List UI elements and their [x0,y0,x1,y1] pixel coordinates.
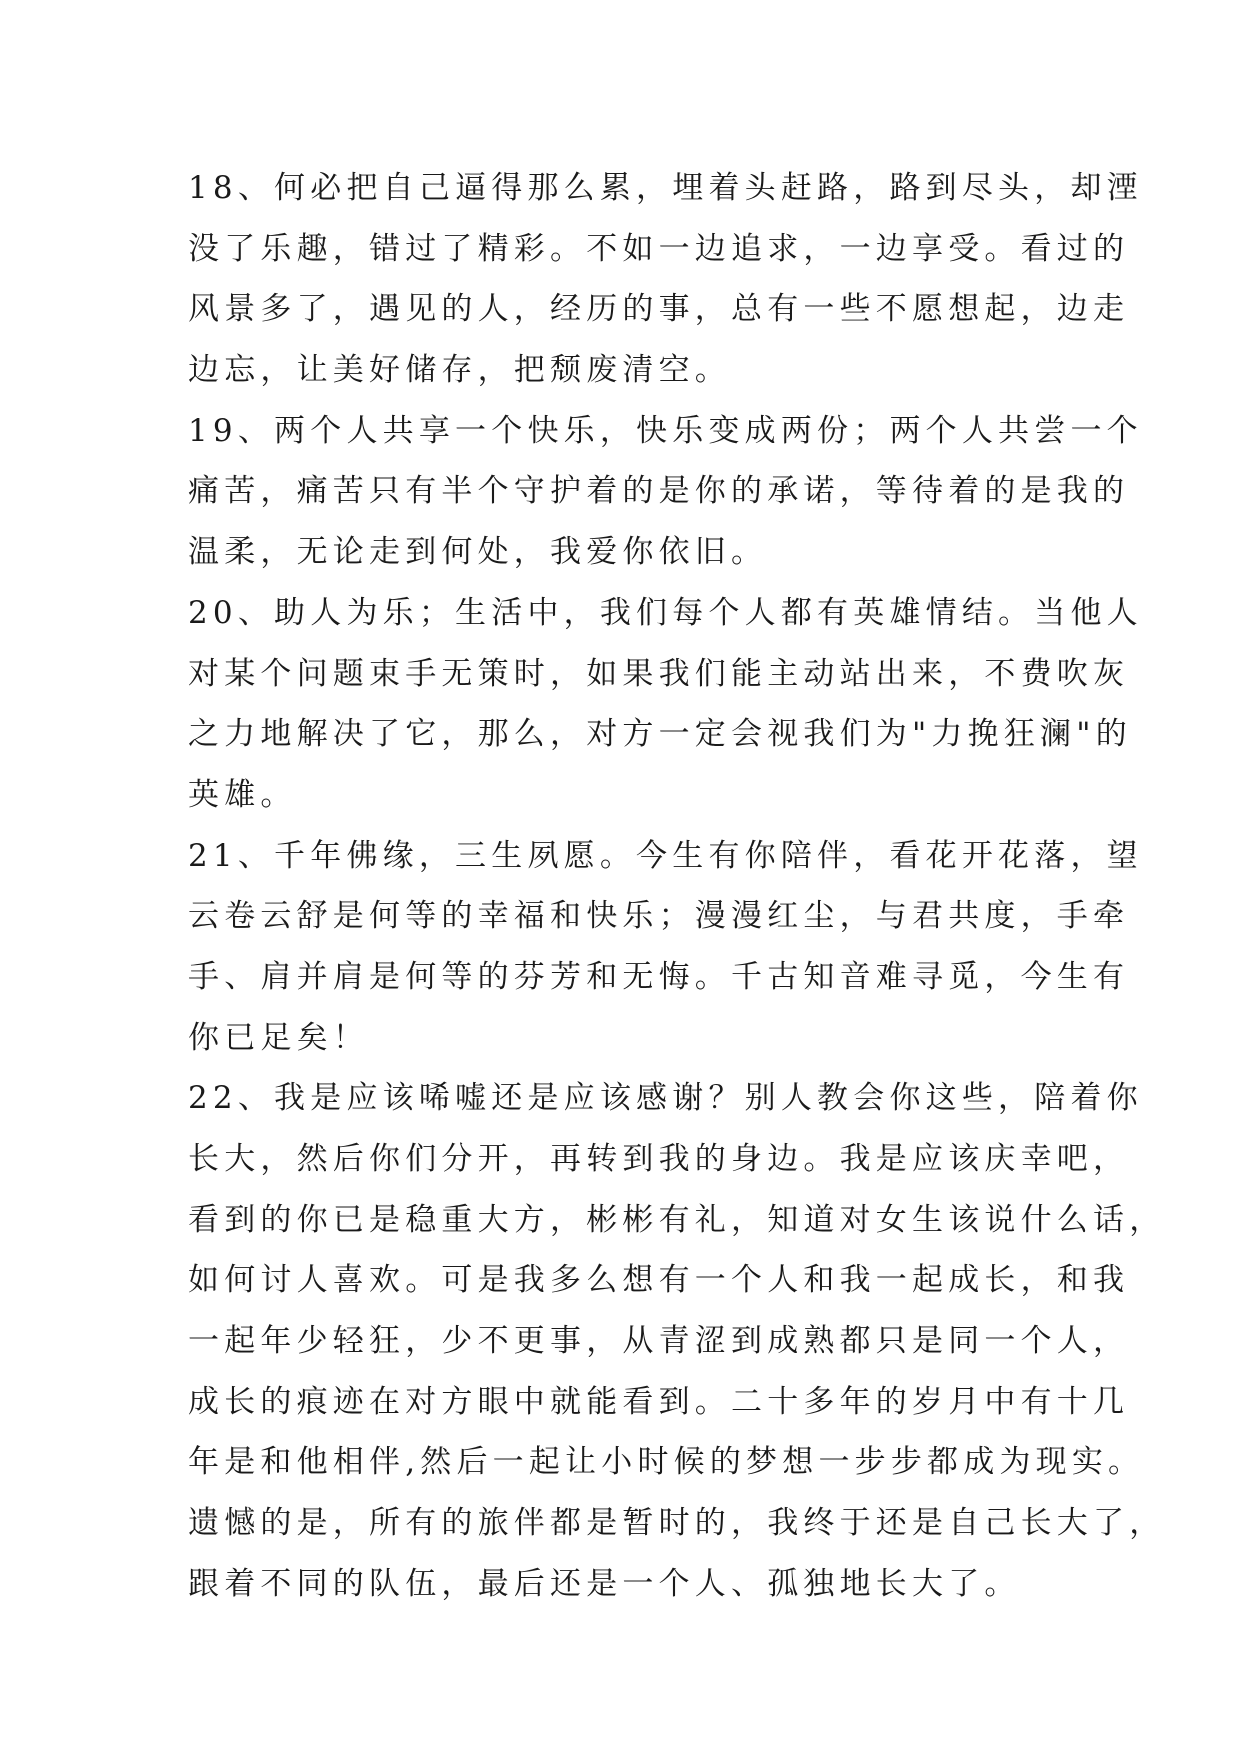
text-line: 看到的你已是稳重大方，彬彬有礼，知道对女生该说什么话， [188,1201,1166,1238]
text-line: 英雄。 [188,776,297,813]
text-line: 22、我是应该唏嘘还是应该感谢？别人教会你这些，陪着你 [188,1080,1143,1117]
text-line: 你已足矣！ [188,1019,369,1056]
text-line: 21、千年佛缘，三生夙愿。今生有你陪伴，看花开花落，望 [188,837,1143,874]
text-line: 遗憾的是，所有的旅伴都是暂时的，我终于还是自己长大了， [188,1505,1166,1542]
text-line: 云卷云舒是何等的幸福和快乐；漫漫红尘，与君共度，手牵 [188,898,1130,935]
text-line: 痛苦，痛苦只有半个守护着的是你的承诺，等待着的是我的 [188,473,1130,510]
text-line: 之力地解决了它，那么，对方一定会视我们为"力挽狂澜"的 [188,716,1132,753]
document-body [188,158,1166,1615]
text-line: 如何讨人喜欢。可是我多么想有一个人和我一起成长，和我 [188,1262,1130,1299]
text-line: 18、何必把自己逼得那么累，埋着头赶路，路到尽头，却湮 [188,170,1143,206]
text-line: 温柔，无论走到何处，我爱你依旧。 [188,534,768,571]
text-line: 跟着不同的队伍，最后还是一个人、孤独地长大了。 [188,1565,1021,1602]
text-line: 20、助人为乐；生活中，我们每个人都有英雄情结。当他人 [188,594,1143,631]
text-line: 长大，然后你们分开，再转到我的身边。我是应该庆幸吧， [188,1141,1130,1177]
text-line: 边忘，让美好储存，把颓废清空。 [188,352,731,389]
text-line: 成长的痕迹在对方眼中就能看到。二十多年的岁月中有十几 [188,1383,1130,1420]
text-line: 风景多了，遇见的人，经历的事，总有一些不愿想起，边走 [188,291,1130,328]
text-line: 没了乐趣，错过了精彩。不如一边追求，一边享受。看过的 [188,230,1130,267]
text-line: 年是和他相伴,然后一起让小时候的梦想一步步都成为现实。 [188,1444,1145,1481]
text-line: 一起年少轻狂，少不更事，从青涩到成熟都只是同一个人， [188,1323,1130,1360]
text-line: 对某个问题束手无策时，如果我们能主动站出来，不费吹灰 [188,655,1130,692]
text-line: 手、肩并肩是何等的芬芳和无悔。千古知音难寻觅，今生有 [188,958,1130,995]
text-line: 19、两个人共享一个快乐，快乐变成两份；两个人共尝一个 [188,412,1143,449]
